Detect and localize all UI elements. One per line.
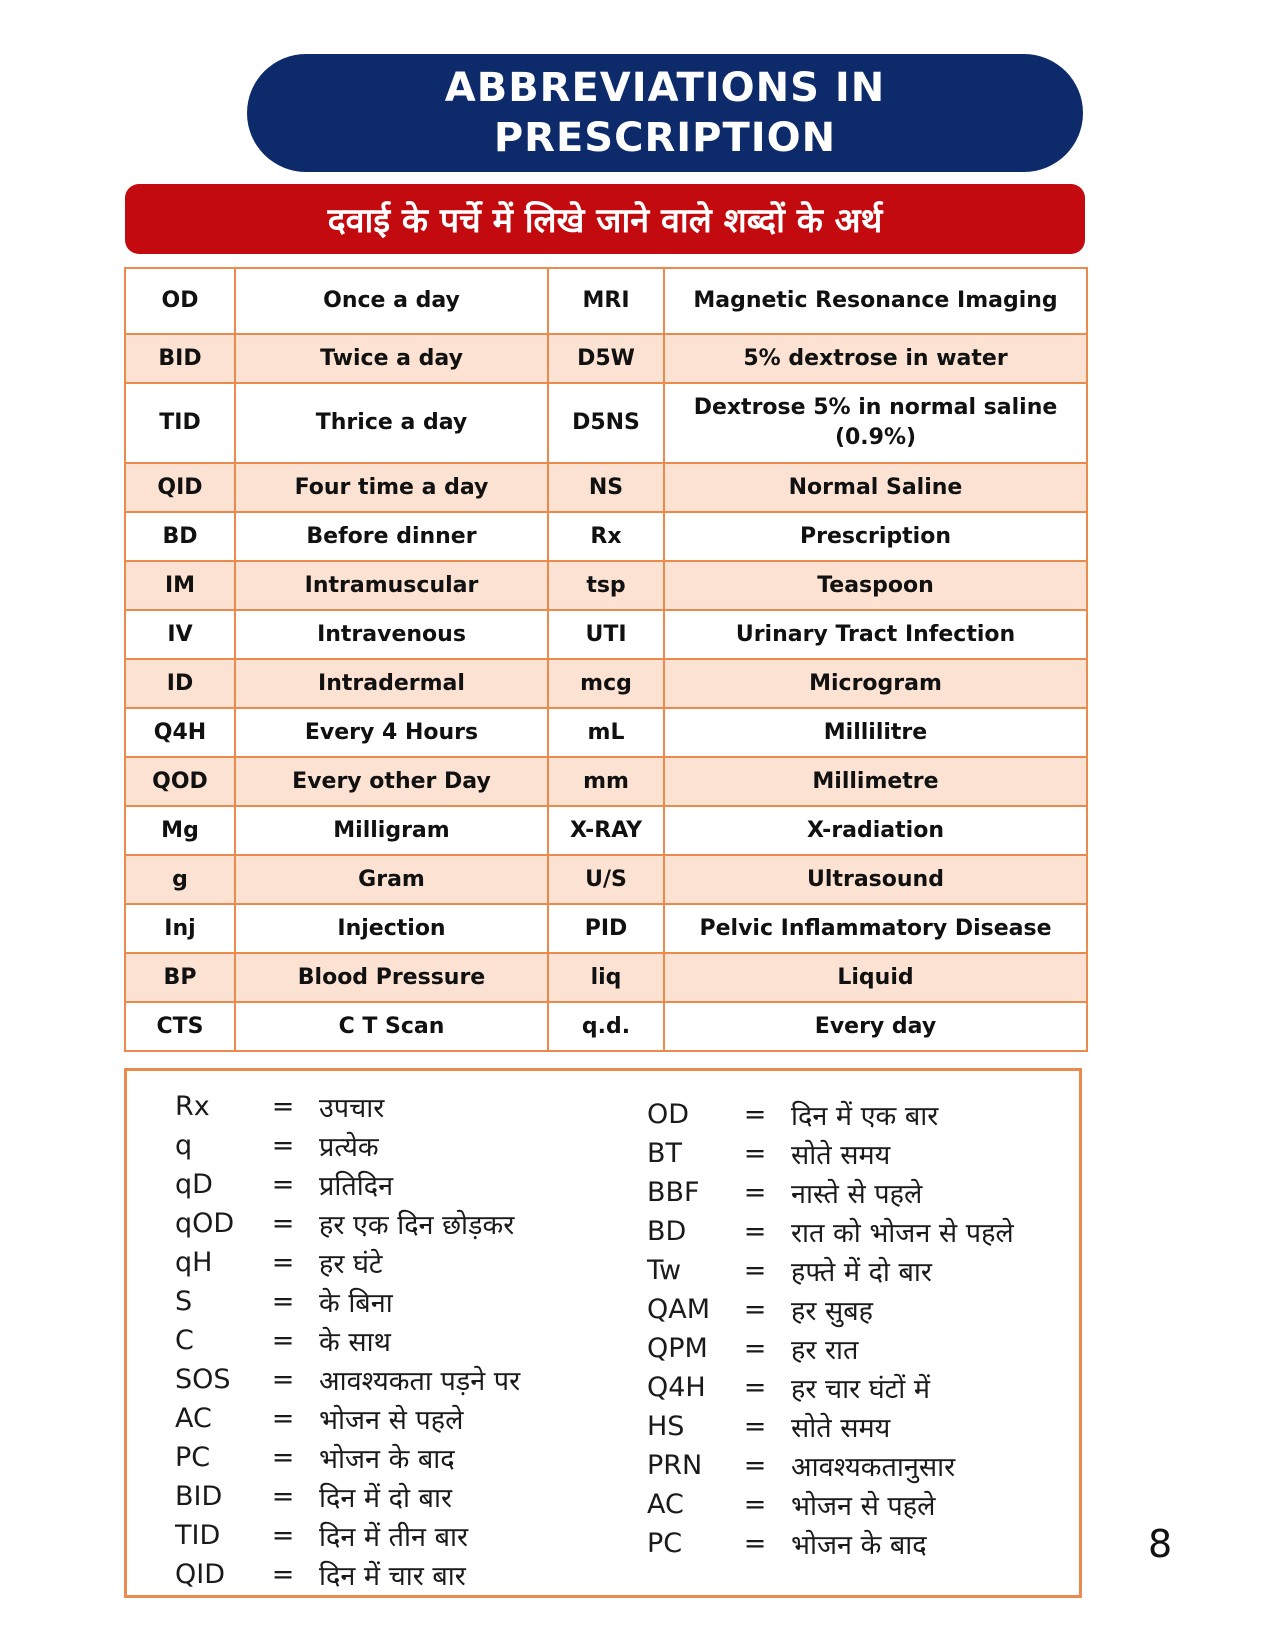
legend-equals: = (271, 1286, 295, 1317)
legend-meaning: दिन में दो बार (319, 1483, 452, 1514)
table-row (125, 1002, 1087, 1051)
abbr-meaning: Blood Pressure (235, 953, 548, 1002)
legend-item (175, 1087, 520, 1126)
legend-meaning: हर घंटे (319, 1249, 383, 1280)
abbr-meaning-2: Normal Saline (664, 463, 1087, 512)
title-line-1: ABBREVIATIONS IN (444, 65, 886, 111)
legend-code: Rx (175, 1091, 210, 1122)
abbr-code-2: D5NS (548, 383, 664, 463)
abbr-code-2: tsp (548, 561, 664, 610)
legend-meaning: हर सुबह (791, 1296, 873, 1327)
legend-item (647, 1212, 1014, 1251)
table-row (125, 659, 1087, 708)
abbreviations-table-body (125, 268, 1087, 1051)
legend-equals: = (743, 1255, 767, 1286)
legend-code: QID (175, 1559, 226, 1590)
legend-code: BD (647, 1216, 687, 1247)
table-row (125, 757, 1087, 806)
abbr-meaning: Every 4 Hours (235, 708, 548, 757)
abbr-meaning: Milligram (235, 806, 548, 855)
legend-item (647, 1095, 1014, 1134)
title-banner (247, 54, 1083, 172)
legend-meaning: रात को भोजन से पहले (791, 1218, 1014, 1249)
subtitle-text: दवाई के पर्चे में लिखे जाने वाले शब्दों के अर्थ (327, 201, 883, 241)
table-row (125, 268, 1087, 334)
legend-code: BBF (647, 1177, 700, 1208)
legend-item (175, 1477, 520, 1516)
legend-equals: = (743, 1177, 767, 1208)
legend-equals: = (743, 1333, 767, 1364)
legend-meaning: दिन में तीन बार (319, 1522, 469, 1553)
legend-meaning: दिन में चार बार (319, 1561, 466, 1592)
abbr-meaning-2: Urinary Tract Infection (664, 610, 1087, 659)
table-row (125, 610, 1087, 659)
legend-equals: = (271, 1247, 295, 1278)
legend-item (647, 1290, 1014, 1329)
abbr-meaning: Intravenous (235, 610, 548, 659)
abbr-meaning: Four time a day (235, 463, 548, 512)
legend-item (175, 1399, 520, 1438)
abbr-meaning: Before dinner (235, 512, 548, 561)
abbr-code: IM (125, 561, 235, 610)
abbr-meaning: Injection (235, 904, 548, 953)
abbr-meaning-2: Magnetic Resonance Imaging (664, 268, 1087, 334)
table-row (125, 561, 1087, 610)
legend-code: qH (175, 1247, 213, 1278)
legend-item (647, 1407, 1014, 1446)
abbr-meaning-2: X-radiation (664, 806, 1087, 855)
legend-meaning: हर चार घंटों में (791, 1374, 931, 1405)
abbr-code-2: Rx (548, 512, 664, 561)
abbr-meaning-2: Ultrasound (664, 855, 1087, 904)
legend-item (647, 1134, 1014, 1173)
abbr-meaning: Every other Day (235, 757, 548, 806)
abbr-code-2: U/S (548, 855, 664, 904)
abbr-meaning-2: Every day (664, 1002, 1087, 1051)
abbr-meaning-2: Dextrose 5% in normal saline (0.9%) (664, 383, 1087, 463)
legend-equals: = (743, 1450, 767, 1481)
abbr-code-2: NS (548, 463, 664, 512)
legend-meaning: हफ्ते में दो बार (791, 1257, 932, 1288)
abbr-code: OD (125, 268, 235, 334)
legend-equals: = (743, 1489, 767, 1520)
abbr-code: ID (125, 659, 235, 708)
legend-code: PC (175, 1442, 211, 1473)
legend-equals: = (271, 1325, 295, 1356)
abbr-code: QOD (125, 757, 235, 806)
abbr-meaning-2: Millilitre (664, 708, 1087, 757)
legend-meaning: आवश्यकतानुसार (791, 1452, 956, 1483)
legend-item (175, 1282, 520, 1321)
abbr-meaning: C T Scan (235, 1002, 548, 1051)
legend-equals: = (743, 1411, 767, 1442)
legend-meaning: प्रतिदिन (319, 1171, 394, 1202)
legend-code: QAM (647, 1294, 711, 1325)
legend-item (647, 1368, 1014, 1407)
abbr-code: IV (125, 610, 235, 659)
abbr-meaning: Thrice a day (235, 383, 548, 463)
legend-meaning: दिन में एक बार (791, 1101, 939, 1132)
table-row (125, 334, 1087, 383)
abbr-meaning-2: Liquid (664, 953, 1087, 1002)
legend-equals: = (743, 1372, 767, 1403)
abbr-code: CTS (125, 1002, 235, 1051)
legend-code: SOS (175, 1364, 231, 1395)
legend-item (647, 1485, 1014, 1524)
abbr-code-2: mcg (548, 659, 664, 708)
abbr-meaning: Once a day (235, 268, 548, 334)
abbr-meaning-2: Pelvic Inflammatory Disease (664, 904, 1087, 953)
table-row (125, 708, 1087, 757)
abbr-code: Inj (125, 904, 235, 953)
legend-item (175, 1438, 520, 1477)
legend-item (175, 1555, 520, 1594)
table-row (125, 463, 1087, 512)
legend-meaning: सोते समय (791, 1140, 891, 1171)
legend-item (647, 1524, 1014, 1563)
legend-code: TID (175, 1520, 221, 1551)
legend-code: OD (647, 1099, 690, 1130)
legend-meaning: नास्ते से पहले (791, 1179, 923, 1210)
legend-item (175, 1204, 520, 1243)
abbr-meaning: Gram (235, 855, 548, 904)
legend-meaning: भोजन से पहले (319, 1405, 464, 1436)
legend-equals: = (271, 1091, 295, 1122)
abbr-meaning: Twice a day (235, 334, 548, 383)
legend-item (175, 1165, 520, 1204)
abbr-code: Mg (125, 806, 235, 855)
legend-item (647, 1173, 1014, 1212)
abbr-meaning-2: 5% dextrose in water (664, 334, 1087, 383)
legend-code: AC (647, 1489, 684, 1520)
legend-code: HS (647, 1411, 685, 1442)
legend-meaning: हर एक दिन छोड़कर (319, 1210, 515, 1241)
abbr-code-2: mm (548, 757, 664, 806)
legend-item (175, 1243, 520, 1282)
abbr-code-2: liq (548, 953, 664, 1002)
legend-equals: = (271, 1403, 295, 1434)
abbr-code: BP (125, 953, 235, 1002)
abbr-code-2: X-RAY (548, 806, 664, 855)
abbr-code-2: q.d. (548, 1002, 664, 1051)
legend-code: AC (175, 1403, 212, 1434)
legend-code: qD (175, 1169, 213, 1200)
legend-equals: = (743, 1138, 767, 1169)
subtitle-banner (125, 184, 1085, 254)
legend-meaning: हर रात (791, 1335, 859, 1366)
legend-equals: = (271, 1481, 295, 1512)
legend-code: BT (647, 1138, 683, 1169)
table-row (125, 904, 1087, 953)
legend-meaning: सोते समय (791, 1413, 891, 1444)
title-line-2: PRESCRIPTION (493, 115, 837, 161)
abbr-meaning-2: Millimetre (664, 757, 1087, 806)
abbr-meaning: Intradermal (235, 659, 548, 708)
legend-code: PRN (647, 1450, 703, 1481)
legend-meaning: के बिना (319, 1288, 393, 1319)
legend-code: QPM (647, 1333, 708, 1364)
legend-meaning: भोजन के बाद (319, 1444, 455, 1475)
legend-meaning: प्रत्येक (319, 1132, 379, 1163)
legend-meaning: भोजन के बाद (791, 1530, 927, 1561)
abbr-code-2: mL (548, 708, 664, 757)
legend-equals: = (743, 1528, 767, 1559)
legend-equals: = (271, 1442, 295, 1473)
abbr-code-2: UTI (548, 610, 664, 659)
abbr-code-2: D5W (548, 334, 664, 383)
legend-equals: = (271, 1169, 295, 1200)
legend-item (175, 1126, 520, 1165)
legend-meaning: भोजन से पहले (791, 1491, 936, 1522)
legend-code: BID (175, 1481, 223, 1512)
abbr-meaning-2: Teaspoon (664, 561, 1087, 610)
legend-meaning: के साथ (319, 1327, 391, 1358)
legend-item (647, 1446, 1014, 1485)
abbreviations-table (124, 267, 1088, 1052)
legend-code: C (175, 1325, 194, 1356)
table-row (125, 806, 1087, 855)
legend-code: S (175, 1286, 193, 1317)
legend-code: qOD (175, 1208, 235, 1239)
legend-equals: = (743, 1099, 767, 1130)
abbr-code: Q4H (125, 708, 235, 757)
legend-item (175, 1516, 520, 1555)
legend-code: Tw (647, 1255, 682, 1286)
legend-equals: = (743, 1216, 767, 1247)
abbr-meaning: Intramuscular (235, 561, 548, 610)
legend-equals: = (271, 1208, 295, 1239)
table-row (125, 512, 1087, 561)
page-number: 8 (1148, 1522, 1173, 1566)
table-row (125, 855, 1087, 904)
abbr-code: TID (125, 383, 235, 463)
legend-item (647, 1329, 1014, 1368)
abbr-code-2: MRI (548, 268, 664, 334)
legend-equals: = (271, 1520, 295, 1551)
legend-equals: = (271, 1364, 295, 1395)
legend-code: Q4H (647, 1372, 706, 1403)
legend-meaning: उपचार (319, 1093, 385, 1124)
abbr-meaning-2: Prescription (664, 512, 1087, 561)
legend-meaning: आवश्यकता पड़ने पर (319, 1366, 521, 1397)
legend-item (647, 1251, 1014, 1290)
legend-code: q (175, 1130, 193, 1161)
legend-column-left (175, 1087, 520, 1594)
legend-equals: = (271, 1130, 295, 1161)
abbr-code: BID (125, 334, 235, 383)
legend-item (175, 1321, 520, 1360)
legend-equals: = (743, 1294, 767, 1325)
abbr-code: QID (125, 463, 235, 512)
table-row (125, 383, 1087, 463)
table-row (125, 953, 1087, 1002)
legend-equals: = (271, 1559, 295, 1590)
abbr-meaning-2: Microgram (664, 659, 1087, 708)
legend-box (124, 1068, 1082, 1598)
abbr-code: BD (125, 512, 235, 561)
legend-column-right (647, 1095, 1014, 1563)
legend-code: PC (647, 1528, 683, 1559)
abbr-code-2: PID (548, 904, 664, 953)
legend-item (175, 1360, 520, 1399)
abbr-code: g (125, 855, 235, 904)
